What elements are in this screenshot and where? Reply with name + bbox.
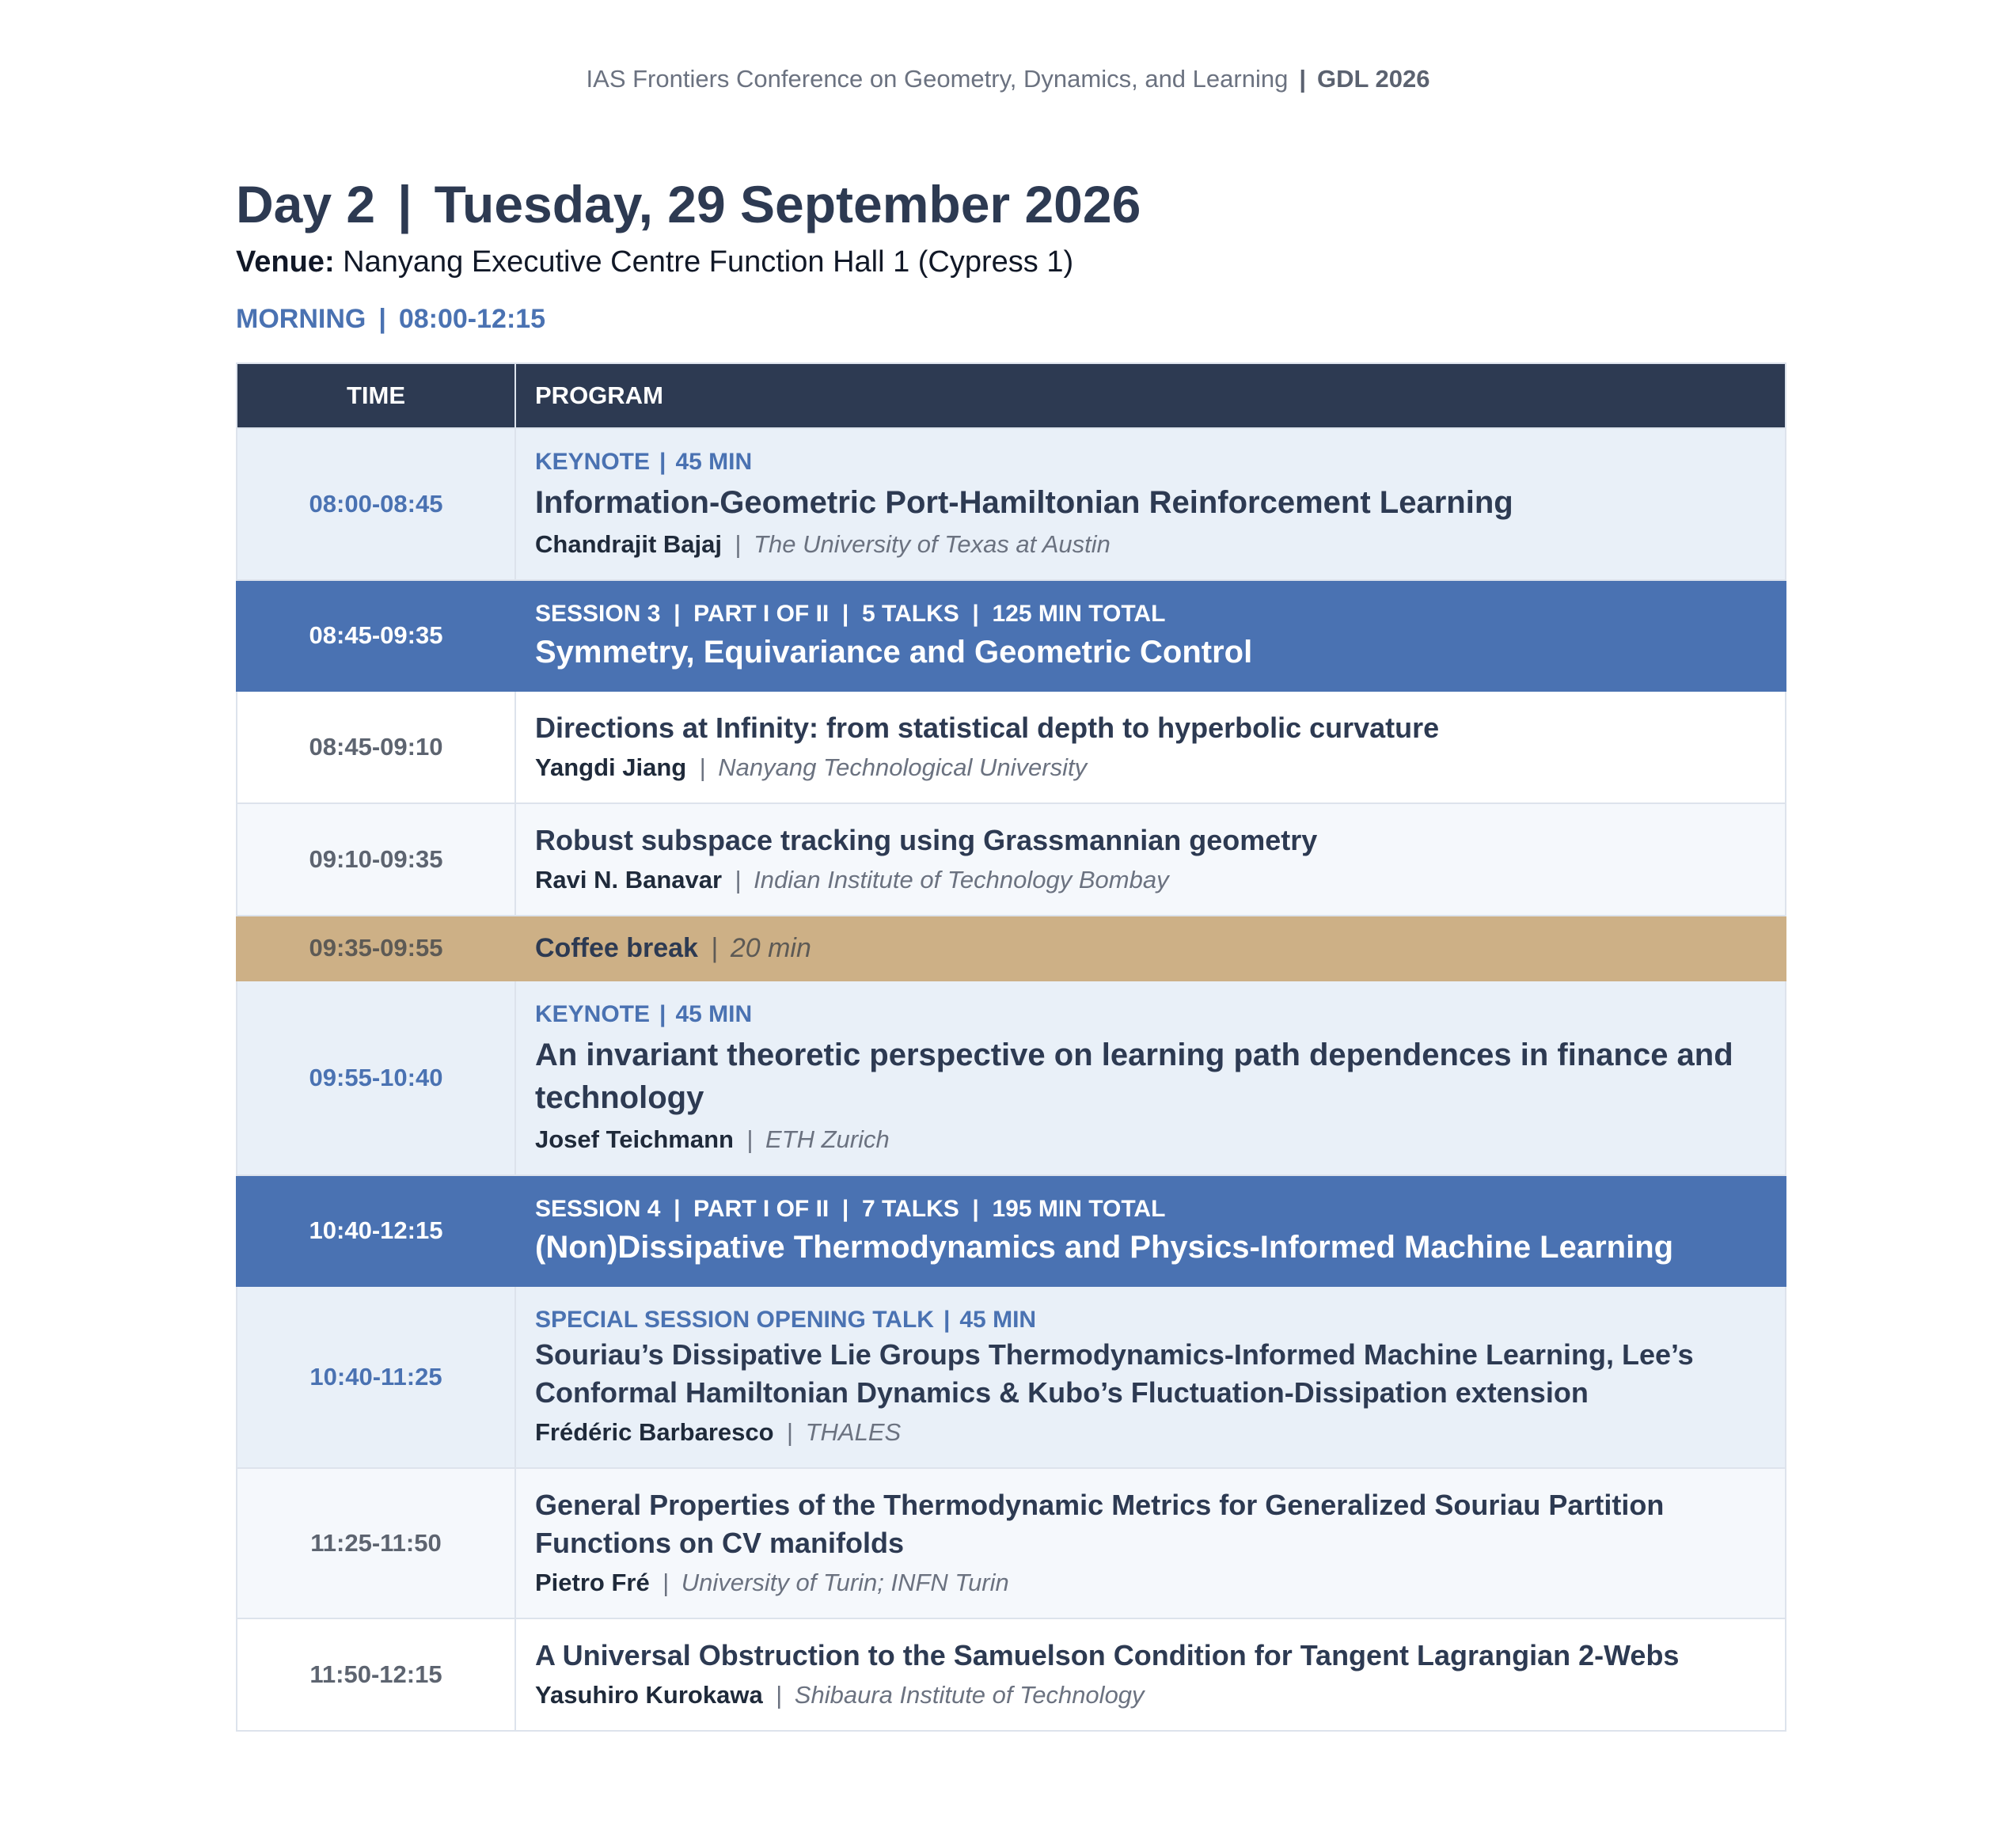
tag-label: KEYNOTE: [535, 1001, 651, 1027]
tag-detail: 45 MIN: [675, 1001, 753, 1027]
speaker-separator: |: [775, 1681, 782, 1709]
venue-value: Nanyang Executive Centre Function Hall 1 (Cypress 1): [343, 245, 1074, 279]
speaker-affiliation: The University of Texas at Austin: [754, 530, 1111, 558]
speaker-separator: |: [786, 1418, 793, 1446]
special-session-tag: [535, 1304, 1766, 1336]
speaker-separator: |: [735, 866, 742, 894]
conference-name: IAS Frontiers Conference on Geometry, Dynamics, and Learning: [586, 65, 1289, 93]
running-header: [0, 65, 2016, 93]
speaker-affiliation: Nanyang Technological University: [718, 753, 1088, 781]
speaker-name: Ravi N. Banavar: [535, 866, 723, 894]
talk-title: Information-Geometric Port-Hamiltonian Reinforcement Learning: [535, 485, 1513, 520]
break-separator: |: [710, 932, 718, 963]
speaker-separator: |: [662, 1569, 669, 1596]
header-program: PROGRAM: [515, 363, 1786, 428]
speaker-affiliation: THALES: [805, 1418, 902, 1446]
row-program: [515, 580, 1786, 691]
period-separator: |: [378, 304, 386, 334]
day-date: Tuesday, 29 September 2026: [434, 175, 1141, 233]
row-time: 11:50-12:15: [237, 1618, 515, 1731]
table-row: [237, 1468, 1786, 1618]
tag-label: KEYNOTE: [535, 449, 651, 475]
row-program: [515, 803, 1786, 916]
speaker-line: [535, 1678, 1766, 1713]
row-program: [515, 1286, 1786, 1468]
row-program: [515, 428, 1786, 580]
speaker-name: Chandrajit Bajaj: [535, 530, 722, 558]
speaker-name: Yasuhiro Kurokawa: [535, 1681, 763, 1709]
row-time: 08:00-08:45: [237, 428, 515, 580]
period-label: MORNING: [236, 304, 366, 334]
table-row: [237, 1618, 1786, 1731]
speaker-line: [535, 1565, 1766, 1600]
session-row: [237, 580, 1786, 691]
speaker-name: Yangdi Jiang: [535, 753, 687, 781]
schedule-table: [236, 362, 1786, 1732]
talk-title: A Universal Obstruction to the Samuelson Condition for Tangent Lagrangian 2-Webs: [535, 1639, 1680, 1671]
speaker-name: Josef Teichmann: [535, 1125, 734, 1153]
row-program: [515, 1618, 1786, 1731]
tag-separator: |: [943, 1307, 951, 1333]
row-time: 09:35-09:55: [237, 916, 515, 981]
keynote-tag: [535, 446, 1766, 478]
row-time: 08:45-09:35: [237, 580, 515, 691]
speaker-line: [535, 1122, 1766, 1157]
speaker-affiliation: Indian Institute of Technology Bombay: [754, 866, 1169, 894]
tag-separator: |: [659, 1001, 666, 1027]
header-time: TIME: [237, 363, 515, 428]
session-tag: SESSION 3 | PART I OF II | 5 TALKS | 125 MIN TOTAL: [535, 601, 1166, 627]
table-row: [237, 428, 1786, 580]
break-duration: 20 min: [730, 932, 811, 963]
talk-title: Robust subspace tracking using Grassmannian geometry: [535, 824, 1318, 856]
speaker-affiliation: University of Turin; INFN Turin: [681, 1569, 1009, 1596]
session-title: Symmetry, Equivariance and Geometric Control: [535, 635, 1253, 670]
row-program: [515, 916, 1786, 981]
row-program: [515, 1468, 1786, 1618]
row-program: [515, 691, 1786, 803]
session-title: (Non)Dissipative Thermodynamics and Physics-Informed Machine Learning: [535, 1230, 1674, 1265]
day-label: Day 2: [236, 175, 376, 233]
speaker-affiliation: Shibaura Institute of Technology: [794, 1681, 1145, 1709]
speaker-name: Frédéric Barbaresco: [535, 1418, 774, 1446]
session-tag: SESSION 4 | PART I OF II | 7 TALKS | 195 MIN TOTAL: [535, 1196, 1166, 1222]
tag-detail: 45 MIN: [959, 1307, 1037, 1333]
speaker-separator: |: [699, 753, 706, 781]
talk-title: Souriau’s Dissipative Lie Groups Thermodynamics-Informed Machine Learning, Lee’s Conformal Hamiltonian Dynamics & Kubo’s Fluctuation-Dissipation extension: [535, 1338, 1694, 1409]
speaker-line: [535, 1415, 1766, 1450]
venue-label: Venue:: [236, 245, 335, 279]
row-time: 09:55-10:40: [237, 981, 515, 1175]
speaker-affiliation: ETH Zurich: [765, 1125, 890, 1153]
row-time: 10:40-12:15: [237, 1175, 515, 1286]
tag-label: SPECIAL SESSION OPENING TALK: [535, 1307, 934, 1333]
table-row: [237, 981, 1786, 1175]
table-row: [237, 803, 1786, 916]
speaker-line: [535, 863, 1766, 897]
talk-title: General Properties of the Thermodynamic Metrics for Generalized Souriau Partition Functions on CV manifolds: [535, 1489, 1665, 1559]
speaker-line: [535, 527, 1766, 562]
row-time: 10:40-11:25: [237, 1286, 515, 1468]
tag-separator: |: [659, 449, 666, 475]
period-range: 08:00-12:15: [398, 304, 546, 334]
row-program: [515, 981, 1786, 1175]
speaker-name: Pietro Fré: [535, 1569, 650, 1596]
table-header-row: [237, 363, 1786, 428]
day-separator: |: [397, 175, 412, 233]
row-time: 11:25-11:50: [237, 1468, 515, 1618]
table-row: [237, 1286, 1786, 1468]
day-title: [236, 174, 1141, 234]
talk-title: Directions at Infinity: from statistical depth to hyperbolic curvature: [535, 711, 1440, 744]
session-row: [237, 1175, 1786, 1286]
row-program: [515, 1175, 1786, 1286]
header-separator: |: [1299, 65, 1307, 93]
row-time: 08:45-09:10: [237, 691, 515, 803]
tag-detail: 45 MIN: [675, 449, 753, 475]
table-row: [237, 691, 1786, 803]
period-heading: [236, 304, 545, 335]
break-title: Coffee break: [535, 932, 698, 963]
speaker-separator: |: [746, 1125, 753, 1153]
row-time: 09:10-09:35: [237, 803, 515, 916]
keynote-tag: [535, 999, 1766, 1030]
break-line: [535, 933, 1766, 964]
venue-line: [236, 245, 1073, 279]
talk-title: An invariant theoretic perspective on learning path dependences in finance and technology: [535, 1038, 1733, 1115]
speaker-separator: |: [735, 530, 742, 558]
conference-code: GDL 2026: [1317, 65, 1430, 93]
break-row: [237, 916, 1786, 981]
speaker-line: [535, 750, 1766, 785]
